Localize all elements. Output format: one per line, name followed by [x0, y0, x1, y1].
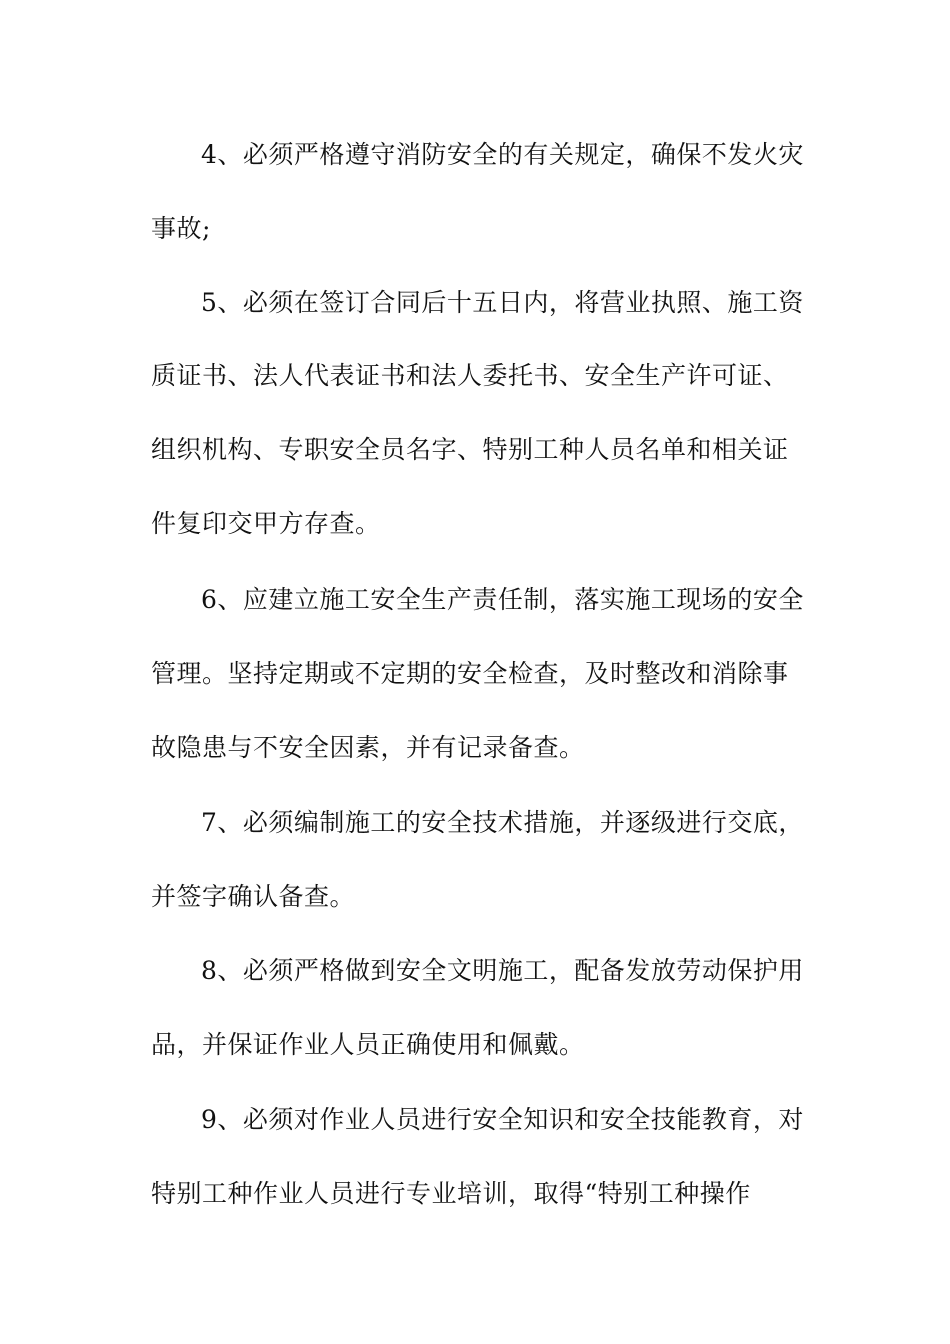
paragraph-6-line-2: 管理。坚持定期或不定期的安全检查，及时整改和消除事: [151, 659, 789, 688]
paragraph-7-line-2: 并签字确认备查。: [151, 882, 356, 911]
paragraph-8-line-2: 品，并保证作业人员正确使用和佩戴。: [151, 1030, 585, 1059]
paragraph-8-line-1: 8、必须严格做到安全文明施工，配备发放劳动保护用: [201, 956, 804, 985]
paragraph-6-line-3: 故隐患与不安全因素，并有记录备查。: [151, 733, 585, 762]
paragraph-5-line-3: 组织机构、专职安全员名字、特别工种人员名单和相关证: [151, 435, 789, 464]
paragraph-9-line-2: 特别工种作业人员进行专业培训，取得“特别工种操作: [151, 1179, 751, 1208]
paragraph-4-line-2: 事故;: [151, 214, 211, 243]
paragraph-7-line-1: 7、必须编制施工的安全技术措施，并逐级进行交底，: [201, 808, 804, 837]
paragraph-9-line-1: 9、必须对作业人员进行安全知识和安全技能教育，对: [201, 1105, 804, 1134]
paragraph-4-line-1: 4、必须严格遵守消防安全的有关规定，确保不发火灾: [201, 140, 804, 169]
paragraph-6-line-1: 6、应建立施工安全生产责任制，落实施工现场的安全: [201, 585, 804, 614]
paragraph-5-line-2: 质证书、法人代表证书和法人委托书、安全生产许可证、: [151, 361, 789, 390]
paragraph-5-line-1: 5、必须在签订合同后十五日内，将营业执照、施工资: [201, 288, 804, 317]
paragraph-5-line-4: 件复印交甲方存查。: [151, 509, 381, 538]
